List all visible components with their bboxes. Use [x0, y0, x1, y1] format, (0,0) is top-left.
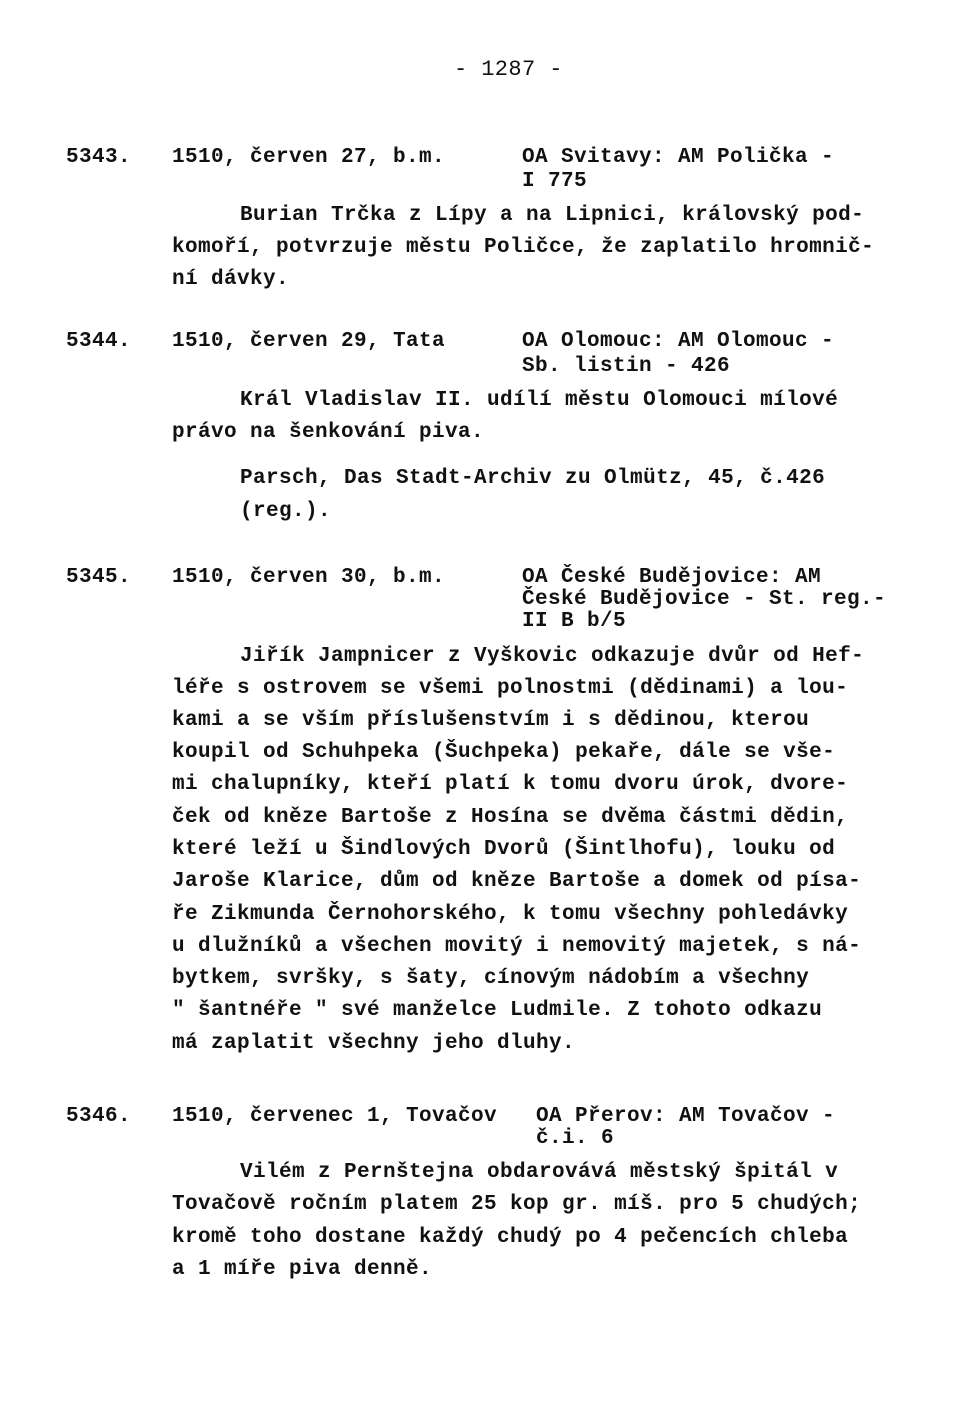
entry-date: 1510, červen 27, b.m.: [172, 146, 446, 169]
entry-text-line: má zaplatit všechny jeho dluhy.: [172, 1032, 576, 1055]
entry-text-line: ře Zikmunda Černohorského, k tomu všechny pohledávky: [172, 903, 849, 926]
entry-date: 1510, červenec 1, Tovačov: [172, 1105, 498, 1128]
entry-reference-line: Parsch, Das Stadt-Archiv zu Olmütz, 45, č.426: [240, 467, 826, 490]
entry-text-line: které leží u Šindlových Dvorů (Šintlhofu), louku od: [172, 838, 836, 861]
entry-archive-line: OA České Budějovice: AM: [522, 566, 822, 589]
entry-archive-line: OA Přerov: AM Tovačov -: [536, 1105, 836, 1128]
entry-reference-line: (reg.).: [240, 500, 332, 523]
entry-archive-line: OA Svitavy: AM Polička -: [522, 146, 835, 169]
entry-text-line: komoří, potvrzuje městu Poličce, že zaplatilo hromnič-: [172, 236, 875, 259]
entry-archive-line: II B b/5: [522, 610, 627, 633]
entry-number: 5346.: [66, 1105, 132, 1128]
entry-text-line: kami a se vším příslušenstvím i s dědinou, kterou: [172, 709, 810, 732]
entry-text-line: Jiřík Jampnicer z Vyškovic odkazuje dvůr od Hef-: [240, 645, 865, 668]
entry-text-line: Král Vladislav II. udílí městu Olomouci mílové: [240, 389, 839, 412]
entry-text-line: Vilém z Pernštejna obdarovává městský špitál v: [240, 1161, 839, 1184]
entry-archive-line: č.i. 6: [536, 1127, 615, 1150]
entry-text-line: právo na šenkování piva.: [172, 421, 485, 444]
entry-text-line: kromě toho dostane každý chudý po 4 pečencích chleba: [172, 1226, 849, 1249]
entry-date: 1510, červen 29, Tata: [172, 330, 446, 353]
entry-text-line: u dlužníků a všechen movitý i nemovitý majetek, s ná-: [172, 935, 862, 958]
entry-number: 5345.: [66, 566, 132, 589]
entry-number: 5343.: [66, 146, 132, 169]
page-number: - 1287 -: [454, 57, 563, 82]
entry-text-line: koupil od Schuhpeka (Šuchpeka) pekaře, dále se vše-: [172, 741, 836, 764]
entry-text-line: a 1 míře piva denně.: [172, 1258, 433, 1281]
entry-text-line: Tovačově ročním platem 25 kop gr. míš. pro 5 chudých;: [172, 1193, 862, 1216]
entry-text-line: mi chalupníky, kteří platí k tomu dvoru úrok, dvore-: [172, 773, 849, 796]
entry-text-line: " šantnéře " své manželce Ludmile. Z tohoto odkazu: [172, 999, 823, 1022]
entry-number: 5344.: [66, 330, 132, 353]
entry-text-line: Jaroše Klarice, dům od kněze Bartoše a domek od písa-: [172, 870, 862, 893]
entry-text-line: léře s ostrovem se všemi polnostmi (dědinami) a lou-: [172, 677, 849, 700]
entry-archive-line: České Budějovice - St. reg.-: [522, 588, 887, 611]
entry-archive-line: OA Olomouc: AM Olomouc -: [522, 330, 835, 353]
entry-date: 1510, červen 30, b.m.: [172, 566, 446, 589]
entry-archive-line: I 775: [522, 170, 588, 193]
entry-archive-line: Sb. listin - 426: [522, 355, 731, 378]
entry-text-line: Burian Trčka z Lípy a na Lipnici, královský pod-: [240, 204, 865, 227]
entry-text-line: bytkem, svršky, s šaty, cínovým nádobím a všechny: [172, 967, 810, 990]
entry-text-line: ček od kněze Bartoše z Hosína se dvěma částmi dědin,: [172, 806, 849, 829]
entry-text-line: ní dávky.: [172, 268, 290, 291]
